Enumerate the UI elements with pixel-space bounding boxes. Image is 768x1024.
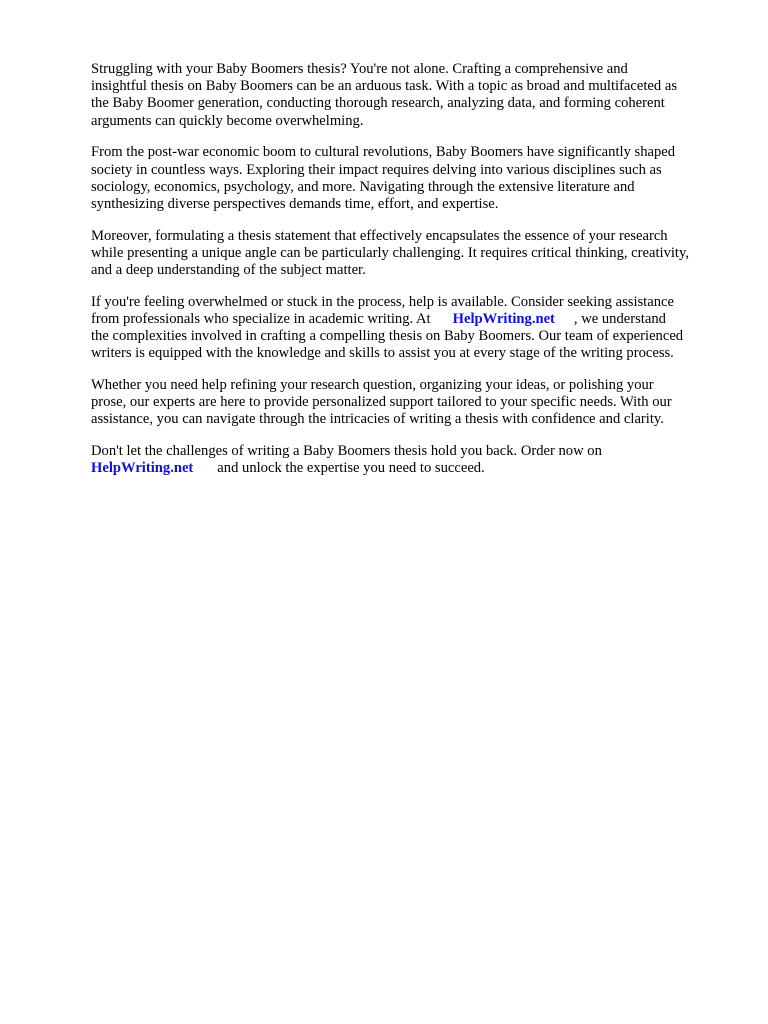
document-body [91, 61, 731, 492]
text-line: Struggling with your Baby Boomers thesis? You're not alone. Crafting a comprehensive and [91, 61, 628, 77]
text-line: Don't let the challenges of writing a Baby Boomers thesis hold you back. Order now on [91, 443, 602, 460]
text-line: sociology, economics, psychology, and more. Navigating through the extensive literature and [91, 178, 635, 195]
helpwriting-link[interactable]: HelpWriting.net [91, 460, 194, 477]
text-segment: from professionals who specialize in academic writing. At [91, 310, 431, 327]
text-segment: , we understand [573, 310, 666, 327]
text-line: while presenting a unique angle can be particularly challenging. It requires critical thinking, creativity, [91, 244, 689, 261]
text-line: Whether you need help refining your research question, organizing your ideas, or polishing your [91, 377, 654, 394]
paragraph-call-to-action [91, 443, 731, 477]
paragraph-help [91, 294, 731, 363]
text-line: and a deep understanding of the subject matter. [91, 262, 366, 279]
text-line [91, 311, 731, 328]
text-line: insightful thesis on Baby Boomers can be an arduous task. With a topic as broad and multifaceted as [91, 78, 678, 95]
text-line: prose, our experts are here to provide personalized support tailored to your specific needs. With our [91, 394, 672, 411]
paragraph-thesis-statement [91, 228, 731, 280]
text-segment: and unlock the expertise you need to succeed. [217, 460, 485, 477]
text-line: the complexities involved in crafting a compelling thesis on Baby Boomers. Our team of experienced [91, 328, 684, 345]
paragraph-impact [91, 144, 731, 213]
helpwriting-link[interactable]: HelpWriting.net [452, 310, 555, 327]
text-line: Moreover, formulating a thesis statement that effectively encapsulates the essence of your research [91, 227, 668, 244]
text-line: synthesizing diverse perspectives demands time, effort, and expertise. [91, 195, 499, 212]
text-line: From the post-war economic boom to cultural revolutions, Baby Boomers have significantly shaped [91, 144, 676, 161]
text-line: If you're feeling overwhelmed or stuck in the process, help is available. Consider seeking assistance [91, 293, 674, 310]
paragraph-support [91, 377, 731, 429]
text-line: assistance, you can navigate through the intricacies of writing a thesis with confidence and clarity. [91, 411, 664, 428]
text-line: arguments can quickly become overwhelming. [91, 112, 364, 129]
text-line: writers is equipped with the knowledge and skills to assist you at every stage of the writing process. [91, 345, 674, 362]
paragraph-intro [91, 61, 731, 130]
text-line: the Baby Boomer generation, conducting thorough research, analyzing data, and forming coherent [91, 95, 665, 112]
text-line [91, 460, 731, 477]
text-line: society in countless ways. Exploring their impact requires delving into various disciplines such as [91, 161, 662, 178]
